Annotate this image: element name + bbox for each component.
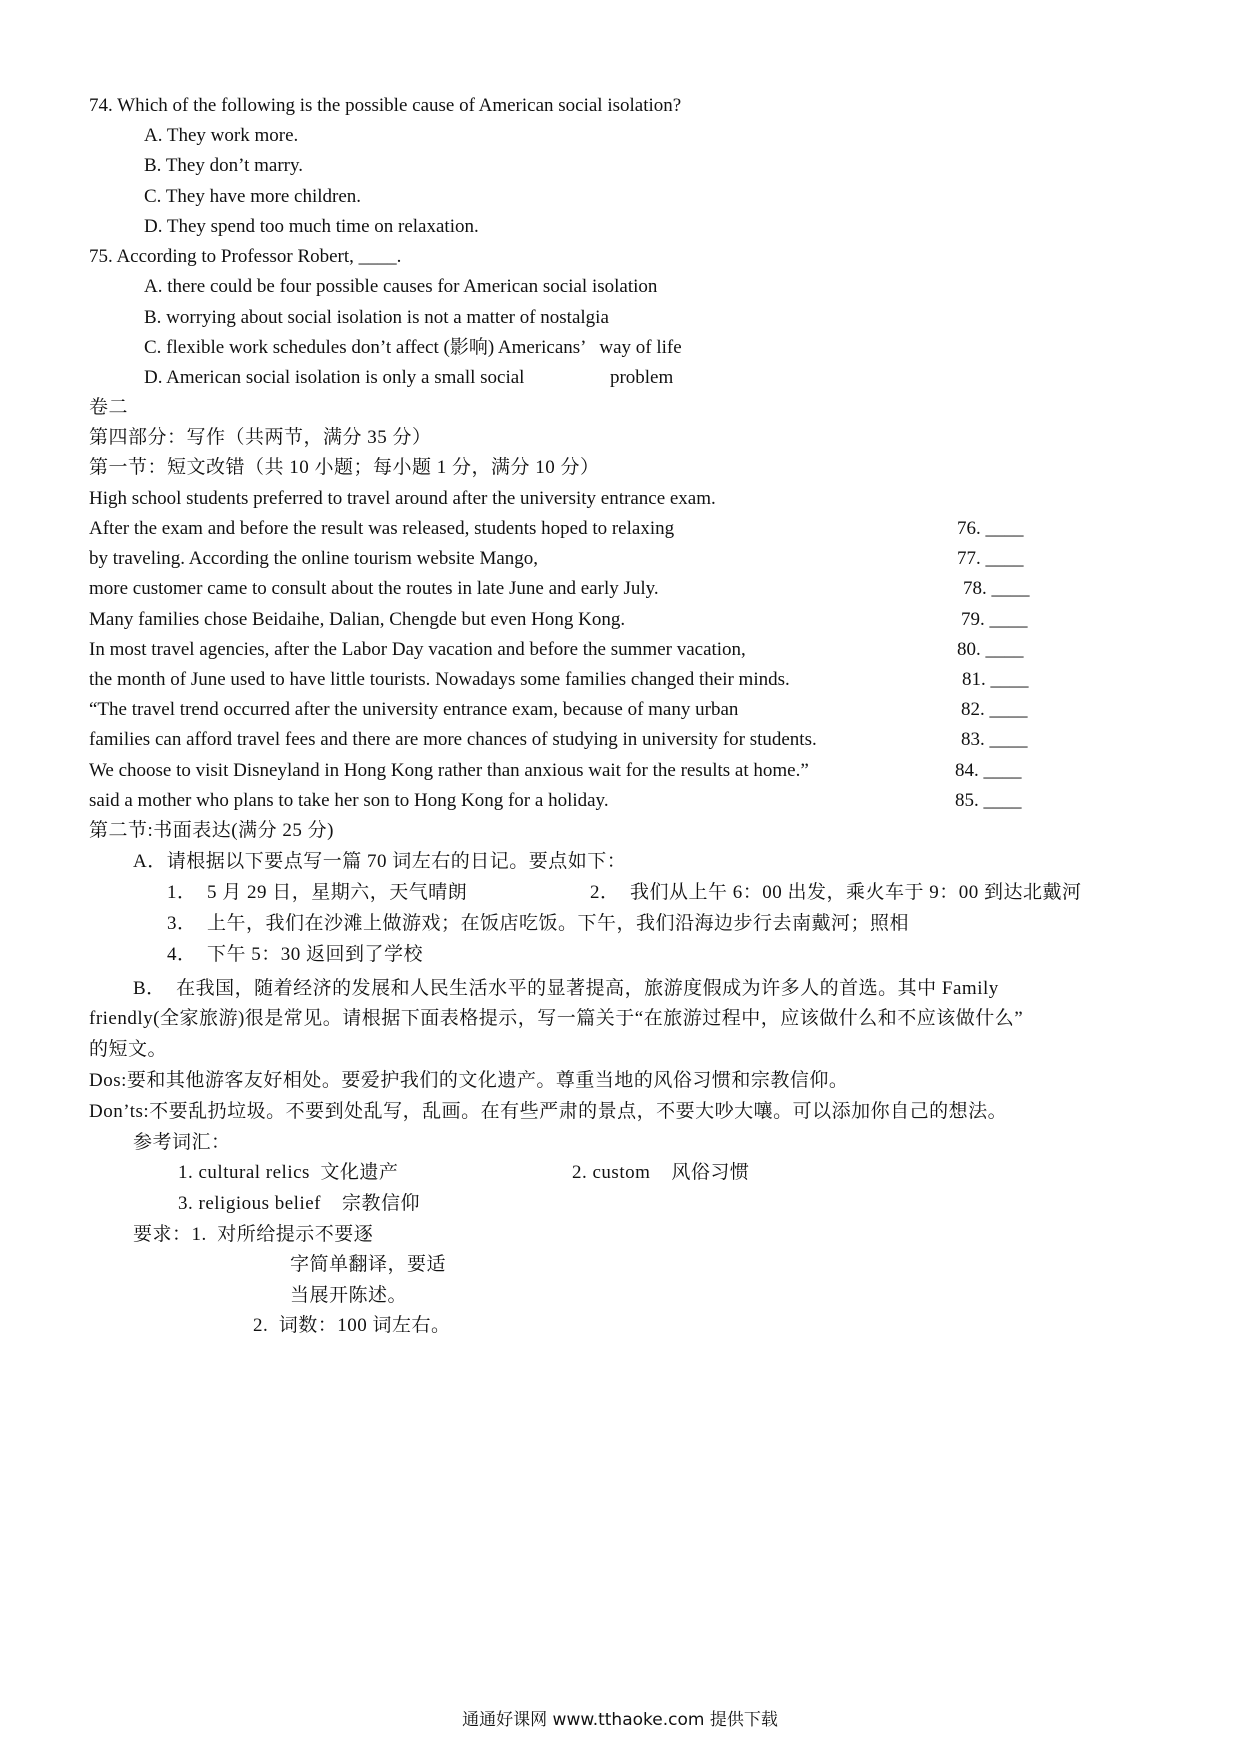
vocab-item-3: 3. religious belief 宗教信仰 — [178, 1193, 420, 1214]
proofreading-line: After the exam and before the result was released, students hoped to relaxing — [89, 518, 675, 539]
task-a-point-4: 4． 下午 5：30 返回到了学校 — [167, 944, 424, 965]
proofreading-line: by traveling. According the online tourism website Mango, — [89, 548, 539, 569]
answer-blank: 78. ____ — [963, 578, 1030, 599]
answer-blank: 85. ____ — [955, 790, 1022, 811]
answer-blank: 76. ____ — [957, 518, 1024, 539]
volume-heading: 卷二 — [89, 397, 129, 418]
question-74-option-d: D. They spend too much time on relaxation. — [144, 216, 479, 237]
answer-blank: 84. ____ — [955, 760, 1022, 781]
vocab-item-1: 1. cultural relics 文化遗产 — [178, 1162, 399, 1183]
proofreading-line: Many families chose Beidaihe, Dalian, Chengde but even Hong Kong. — [89, 609, 626, 630]
requirement-1a: 要求：1. 对所给提示不要逐 — [133, 1224, 374, 1245]
task-a-intro: A．请根据以下要点写一篇 70 词左右的日记。要点如下： — [133, 851, 627, 872]
question-74-option-a: A. They work more. — [144, 125, 299, 146]
proofreading-line: In most travel agencies, after the Labor Day vacation and before the summer vacation, — [89, 639, 746, 660]
task-b-line-2: friendly(全家旅游)很是常见。请根据下面表格提示，写一篇关于“在旅游过程中，应该做什么和不应该做什么” — [89, 1008, 1024, 1029]
proofreading-line: We choose to visit Disneyland in Hong Kong rather than anxious wait for the results at home.” — [89, 760, 809, 781]
answer-blank: 81. ____ — [962, 669, 1029, 690]
answer-blank: 79. ____ — [961, 609, 1028, 630]
vocab-heading: 参考词汇： — [133, 1132, 231, 1153]
proofreading-line: more customer came to consult about the routes in late June and early July. — [89, 578, 659, 599]
page-footer: 通通好课网 www.tthaoke.com 提供下载 — [462, 1710, 778, 1730]
task-a-point-3: 3． 上午，我们在沙滩上做游戏；在饭店吃饭。下午，我们沿海边步行去南戴河；照相 — [167, 913, 910, 934]
requirement-1c: 当展开陈述。 — [290, 1285, 408, 1306]
answer-blank: 80. ____ — [957, 639, 1024, 660]
proofreading-line: the month of June used to have little tourists. Nowadays some families changed their minds. — [89, 669, 790, 690]
requirement-1b: 字简单翻译，要适 — [290, 1254, 447, 1275]
proofreading-intro: High school students preferred to travel around after the university entrance exam. — [89, 488, 716, 509]
question-75-option-a: A. there could be four possible causes for American social isolation — [144, 276, 658, 297]
question-74-option-b: B. They don’t marry. — [144, 155, 304, 176]
proofreading-line: said a mother who plans to take her son to Hong Kong for a holiday. — [89, 790, 609, 811]
answer-blank: 83. ____ — [961, 729, 1028, 750]
section2-heading: 第二节:书面表达(满分 25 分) — [89, 820, 334, 841]
task-b-dos: Dos:要和其他游客友好相处。要爱护我们的文化遗产。尊重当地的风俗习惯和宗教信仰。 — [89, 1070, 849, 1091]
task-b-donts: Don’ts:不要乱扔垃圾。不要到处乱写，乱画。在有些严肃的景点，不要大吵大嚷。可以添加你自己的想法。 — [89, 1101, 1008, 1122]
proofreading-line: families can afford travel fees and there are more chances of studying in university for students. — [89, 729, 817, 750]
task-a-point-2: 2． 我们从上午 6：00 出发，乘火车于 9：00 到达北戴河 — [590, 882, 1082, 903]
task-b-line-1: B． 在我国，随着经济的发展和人民生活水平的显著提高，旅游度假成为许多人的首选。其中 Family — [133, 978, 999, 999]
task-a-point-1: 1． 5 月 29 日，星期六，天气晴朗 — [167, 882, 468, 903]
part4-heading: 第四部分：写作（共两节，满分 35 分） — [89, 427, 432, 448]
proofreading-line: “The travel trend occurred after the university entrance exam, because of many urban — [89, 699, 739, 720]
task-b-line-3: 的短文。 — [89, 1039, 168, 1060]
section1-heading: 第一节：短文改错（共 10 小题；每小题 1 分，满分 10 分） — [89, 457, 600, 478]
answer-blank: 82. ____ — [961, 699, 1028, 720]
vocab-item-2: 2. custom 风俗习惯 — [572, 1162, 750, 1183]
question-74-stem: 74. Which of the following is the possible cause of American social isolation? — [89, 95, 682, 116]
question-75-stem: 75. According to Professor Robert, ____. — [89, 246, 402, 267]
requirement-2: 2. 词数：100 词左右。 — [253, 1315, 451, 1336]
question-75-option-d: D. American social isolation is only a small social problem — [144, 367, 674, 388]
answer-blank: 77. ____ — [957, 548, 1024, 569]
question-75-option-b: B. worrying about social isolation is not a matter of nostalgia — [144, 307, 609, 328]
question-74-option-c: C. They have more children. — [144, 186, 362, 207]
question-75-option-c: C. flexible work schedules don’t affect (影响) Americans’ way of life — [144, 337, 682, 358]
